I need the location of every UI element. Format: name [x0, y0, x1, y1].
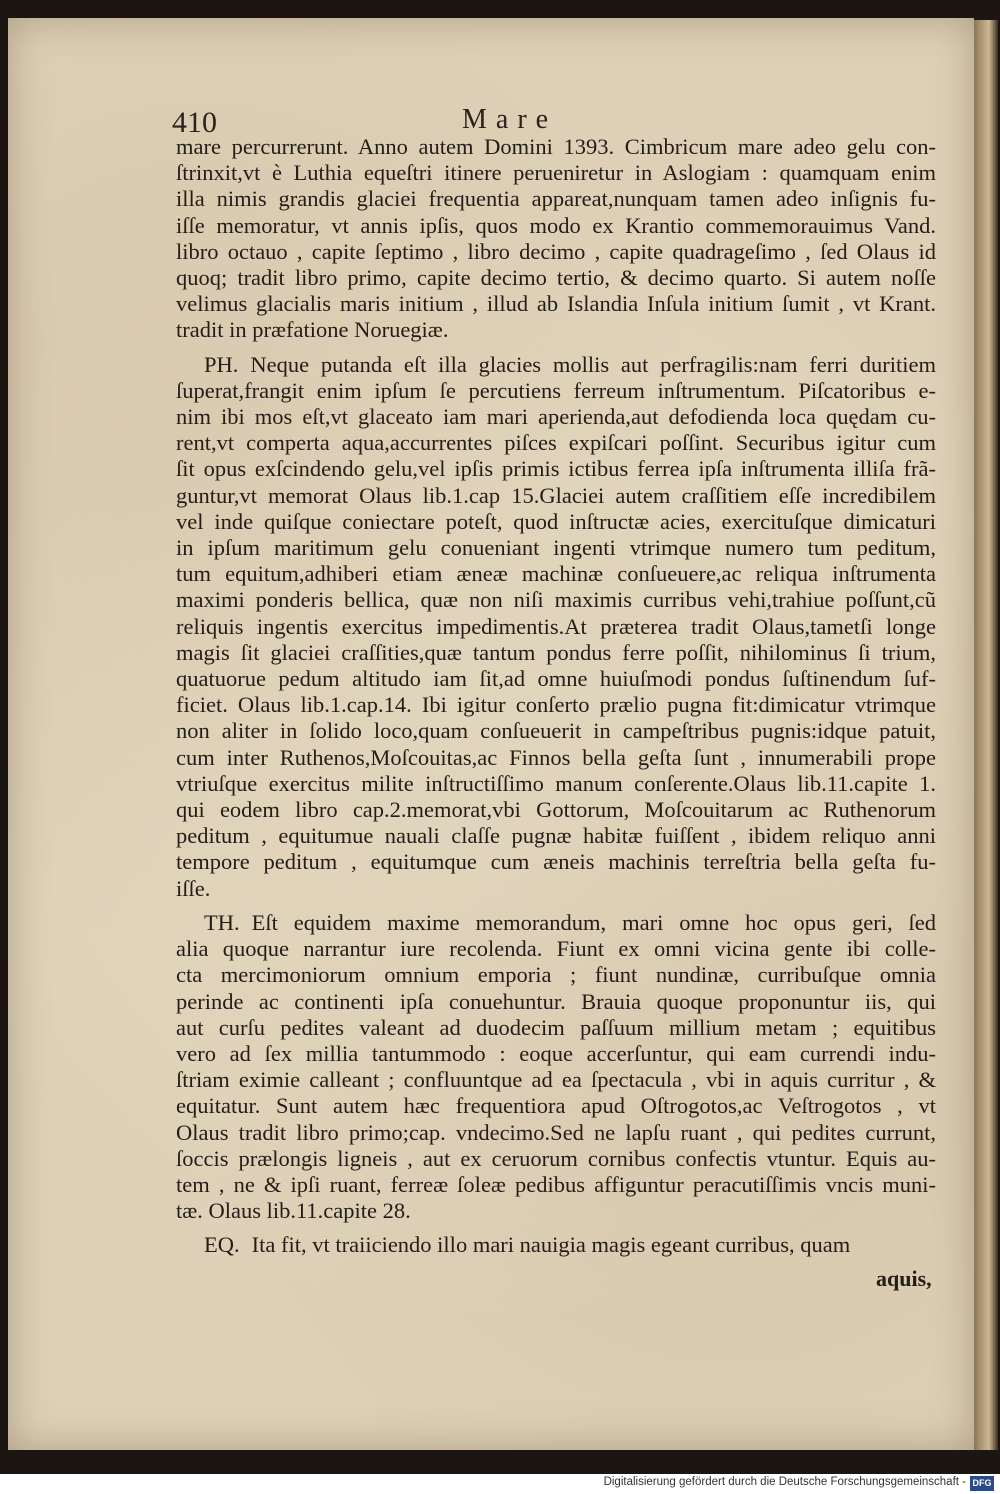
- line-text: tæ. Olaus lib.11.capite 28.: [176, 1198, 411, 1224]
- line-text: tempore peditum , equitumque cum æneis machinis terreſtria bella geſta fu-: [176, 849, 936, 875]
- line-text: rent,vt comperta aqua,accurrentes piſces expiſcari poſſint. Securibus igitur cum: [176, 430, 936, 456]
- text-line: [176, 239, 936, 265]
- line-text: Neque putanda eſt illa glacies mollis aut perfragilis:nam ferri duritiem: [250, 351, 936, 377]
- text-line: [176, 213, 936, 239]
- text-line: [176, 1093, 936, 1119]
- line-text: tum equitum,adhiberi etiam æneæ machinæ conſueuere,ac reliqua inſtrumenta: [176, 561, 936, 587]
- line-text: mare percurrerunt. Anno autem Domini 1393. Cimbricum mare adeo gelu con-: [176, 134, 936, 159]
- funding-notice: Digitalisierung gefördert durch die Deutsche Forschungsgemeinschaft -: [603, 1476, 966, 1488]
- text-line: [176, 265, 936, 291]
- footer-bar: [0, 1474, 1000, 1494]
- line-text: iſſe.: [176, 875, 211, 901]
- text-line: [176, 989, 936, 1015]
- paragraph: [176, 1232, 936, 1258]
- text-line: [176, 771, 936, 797]
- text-line: [176, 936, 936, 962]
- line-text: tem , ne & ipſi ruant, ferreæ ſoleæ pedibus affiguntur peracutiſſimis vncis muni-: [176, 1171, 936, 1197]
- line-text: equitatur. Sunt autem hæc frequentiora apud Oſtrogotos,ac Veſtrogotos , vt: [176, 1093, 936, 1119]
- dfg-logo: DFG: [970, 1476, 994, 1491]
- catchword: aquis,: [876, 1266, 932, 1291]
- line-text: tradit in præfatione Noruegiæ.: [176, 317, 449, 343]
- text-line: [176, 587, 936, 613]
- speaker-label: TH.: [204, 909, 240, 935]
- text-line: [176, 1172, 936, 1198]
- line-text: libro octauo , capite ſeptimo , libro decimo , capite quadrageſimo , ſed Olaus id: [176, 238, 936, 264]
- line-text: peditum , equitumue nauali claſſe pugnæ habitæ fuiſſent , ibidem reliquo anni: [176, 823, 936, 849]
- text-line: [176, 797, 936, 823]
- text-line: [176, 561, 936, 587]
- line-text: guntur,vt memorat Olaus lib.1.cap 15.Glaciei autem craſſitiem eſſe incredibilem: [176, 482, 936, 508]
- text-line: [176, 849, 936, 875]
- paragraph: [176, 134, 936, 344]
- speaker-label: EQ.: [204, 1232, 240, 1258]
- line-text: vero ad ſex millia tantummodo : eoque accerſuntur, qui eam currendi indu-: [176, 1040, 936, 1066]
- line-text: aut curſu pedites valeant ad duodecim paſſuum millium metam ; equitibus: [176, 1014, 936, 1040]
- text-line: [176, 134, 936, 160]
- line-text: quatuorue pedum altitudo iam ſit,ad omne huiuſmodi pondus ſuſtinendum ſuf-: [176, 666, 936, 692]
- line-text: ſit opus exſcindendo gelu,vel ipſis primis ictibus ferrea ipſa inſtrumenta illiſa frã-: [176, 456, 936, 482]
- line-text: Eſt equidem maxime memorandum, mari omne hoc opus geri, ſed: [251, 909, 936, 935]
- text-line: [176, 1146, 936, 1172]
- text-line: [176, 430, 936, 456]
- line-text: ficiet. Olaus lib.1.cap.14. Ibi igitur conſerto prælio pugna fit:dimicatur vtrimque: [176, 692, 936, 718]
- line-text: in ipſum maritimum gelu conueniant ingenti vtrimque numero tum peditum,: [176, 535, 936, 561]
- line-text: vtriuſque exercitus milite inſtructiſſimo manum conſerente.Olaus lib.11.capite 1.: [176, 770, 936, 796]
- text-line: [176, 509, 936, 535]
- text-line: [176, 404, 936, 430]
- text-line: [176, 186, 936, 212]
- line-text: magis ſit glaciei craſſities,quæ tantum pondus ferre poſſit, nihilominus ſi trium,: [176, 639, 936, 665]
- line-text: non aliter in ſolido loco,quam conſueuerit in campeſtribus pugnis:idque patuit,: [176, 718, 936, 744]
- line-text: velimus glacialis maris initium , illud ab Islandia Inſula initium ſumit , vt Krant.: [176, 291, 936, 317]
- text-line: [176, 291, 936, 317]
- line-text: alia quoque narrantur iure recolenda. Fiunt ex omni vicina gente ibi colle-: [176, 936, 936, 962]
- line-text: cum inter Ruthenos,Moſcouitas,ac Finnos bella geſta ſunt , innumerabili prope: [176, 744, 936, 770]
- line-text: illa nimis grandis glaciei frequentia appareat,nunquam tamen adeo inſignis fu-: [176, 186, 936, 212]
- text-line: [176, 666, 936, 692]
- body-text: [176, 134, 936, 1267]
- line-text: reliquis ingentis exercitus impedimentis.At præterea tradit Olaus,tametſi longe: [176, 613, 936, 639]
- paragraph: [176, 910, 936, 1224]
- line-text: Olaus tradit libro primo;cap. vndecimo.Sed ne lapſu ruant , qui pedites currunt,: [176, 1119, 936, 1145]
- text-line: [176, 1067, 936, 1093]
- text-line: [176, 535, 936, 561]
- line-text: nim ibi mos eſt,vt glaceato iam mari aperienda,aut defodienda loca quędam cu-: [176, 404, 936, 430]
- text-line: [176, 352, 936, 378]
- text-line: [176, 876, 936, 902]
- speaker-label: PH.: [204, 351, 239, 377]
- text-line: [176, 1198, 936, 1224]
- line-text: ſtriam eximie calleant ; confluuntque ad ea ſpectacula , vbi in aquis curritur , &: [176, 1067, 936, 1093]
- text-line: [176, 1041, 936, 1067]
- text-line: [176, 1120, 936, 1146]
- text-line: [176, 640, 936, 666]
- line-text: iſſe memoratur, vt annis ipſis, quos modo ex Krantio commemorauimus Vand.: [176, 212, 936, 238]
- line-text: vel inde quiſque coniectare poteſt, quod inſtructæ acies, exercituſque dimicaturi: [176, 508, 936, 534]
- text-line: [176, 745, 936, 771]
- line-text: Ita fit, vt traiiciendo illo mari nauigia magis egeant curribus, quam: [251, 1232, 851, 1258]
- line-text: ſoccis prælongis ligneis , aut ex ceruorum cornibus confectis vtuntur. Equis au-: [176, 1145, 936, 1171]
- text-line: [176, 456, 936, 482]
- text-line: [176, 483, 936, 509]
- text-line: [176, 910, 936, 936]
- line-text: quoq; tradit libro primo, capite decimo tertio, & decimo quarto. Si autem noſſe: [176, 265, 936, 291]
- line-text: cta mercimoniorum omnium emporia ; fiunt nundinæ, curribuſque omnia: [176, 962, 936, 988]
- text-line: [176, 1232, 936, 1258]
- text-line: [176, 614, 936, 640]
- text-line: [176, 160, 936, 186]
- line-text: ſtrinxit,vt è Luthia equeſtri itinere perueniretur in Aslogiam : quamquam enim: [176, 160, 936, 186]
- line-text: perinde ac continenti ipſa conuehuntur. Brauia quoque proponuntur iis, qui: [176, 988, 936, 1014]
- text-line: [176, 378, 936, 404]
- text-line: [176, 317, 936, 343]
- text-line: [176, 823, 936, 849]
- text-line: [176, 962, 936, 988]
- running-head: Mare: [462, 104, 558, 135]
- paragraph: [176, 352, 936, 902]
- line-text: qui eodem libro cap.2.memorat,vbi Gottorum, Moſcouitarum ac Ruthenorum: [176, 797, 936, 823]
- text-line: [176, 1015, 936, 1041]
- page-number: 410: [172, 106, 217, 139]
- text-line: [176, 718, 936, 744]
- text-line: [176, 692, 936, 718]
- line-text: maximi ponderis bellica, quæ non niſi maximis curribus vehi,trahiue poſſunt,cũ: [176, 587, 936, 613]
- line-text: ſuperat,frangit enim ipſum ſe percutiens ferreum inſtrumentum. Piſcatoribus e-: [176, 377, 936, 403]
